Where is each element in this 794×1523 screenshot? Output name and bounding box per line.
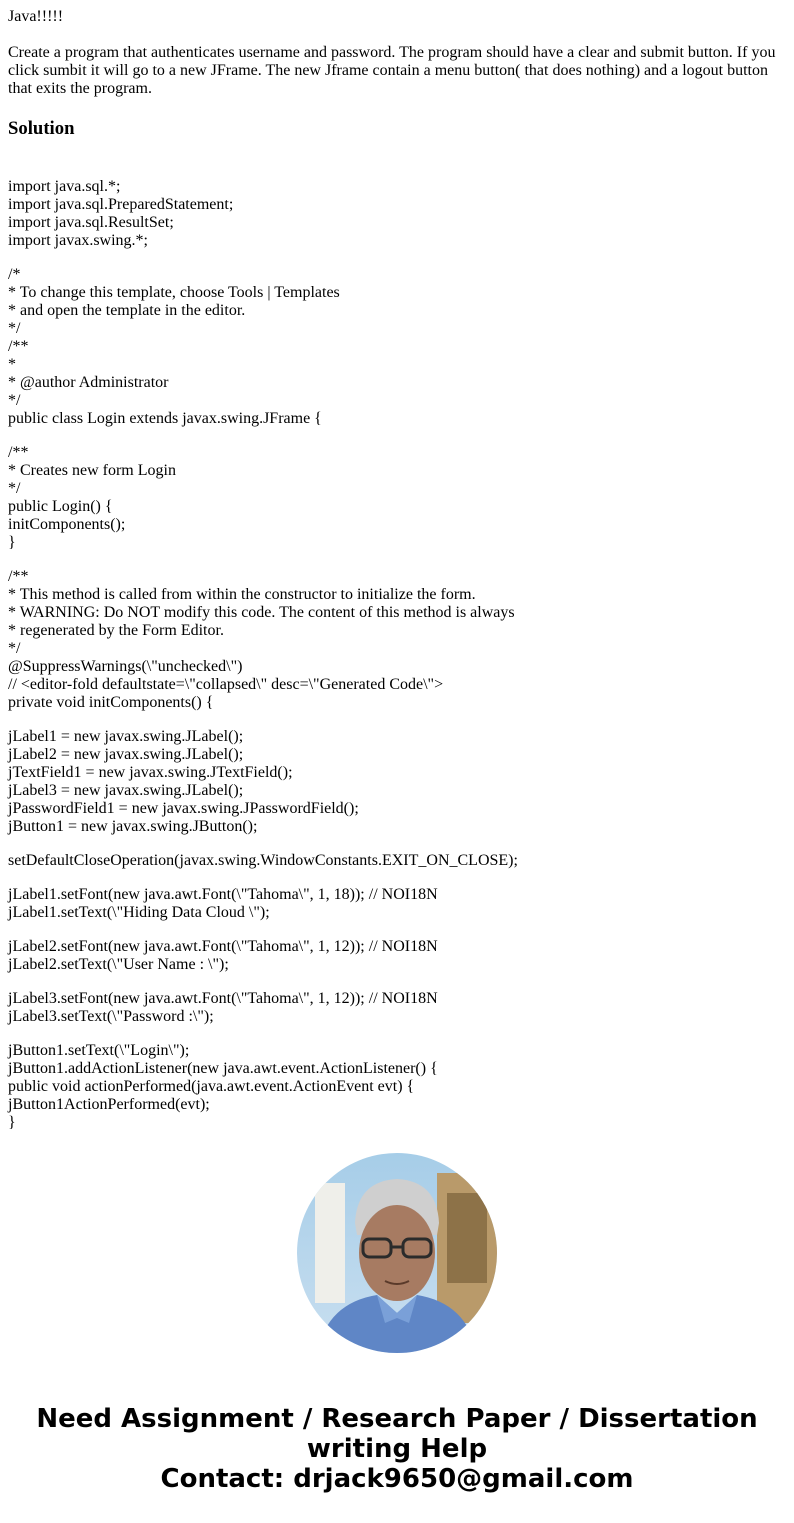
footer-line-2: writing Help [306,1434,488,1464]
code-blank-line [8,836,784,852]
code-line: * Creates new form Login [8,462,176,479]
solution-heading: Solution [8,118,75,139]
code-line: jLabel3 = new javax.swing.JLabel(); [8,782,244,799]
footer-promo [0,1404,794,1494]
solution-code [8,178,784,1132]
code-line: * To change this template, choose Tools | Templates [8,284,340,301]
code-line: import java.sql.ResultSet; [8,214,174,231]
footer-line-3: Contact: drjack9650@gmail.com [160,1464,634,1494]
code-line: public Login() { [8,498,113,515]
code-line: jLabel2.setFont(new java.awt.Font(\"Tahoma\", 1, 12)); // NOI18N [8,938,438,955]
code-line: * [8,356,16,373]
code-line: jLabel2.setText(\"User Name : \"); [8,956,229,973]
code-line: jLabel2 = new javax.swing.JLabel(); [8,746,244,763]
code-line: /* [8,266,21,283]
code-line: /** [8,568,29,585]
code-blank-line [8,428,784,444]
code-line: private void initComponents() { [8,694,214,711]
code-blank-line [8,922,784,938]
code-line: jPasswordField1 = new javax.swing.JPasswordField(); [8,800,359,817]
code-line: /** [8,444,29,461]
code-line: * regenerated by the Form Editor. [8,622,224,639]
code-line: public class Login extends javax.swing.JFrame { [8,410,322,427]
code-line: */ [8,320,21,337]
code-line: public void actionPerformed(java.awt.event.ActionEvent evt) { [8,1078,415,1095]
code-blank-line [8,552,784,568]
code-line: setDefaultCloseOperation(javax.swing.WindowConstants.EXIT_ON_CLOSE); [8,852,518,869]
code-line: * @author Administrator [8,374,169,391]
code-line: */ [8,392,21,409]
code-blank-line [8,974,784,990]
author-photo [297,1153,497,1353]
document-content [8,8,784,1132]
code-line: jButton1ActionPerformed(evt); [8,1096,210,1113]
code-line: jLabel3.setFont(new java.awt.Font(\"Tahoma\", 1, 12)); // NOI18N [8,990,438,1007]
code-line: * WARNING: Do NOT modify this code. The content of this method is always [8,604,515,621]
code-line: // <editor-fold defaultstate=\"collapsed\" desc=\"Generated Code\"> [8,676,444,693]
question-body: Create a program that authenticates username and password. The program should have a clear and submit button. If you click sumbit it will go to a new JFrame. The new Jframe contain a menu button( that does nothing) and a logout button that exits the program. [8,44,776,97]
code-line: jTextField1 = new javax.swing.JTextField(); [8,764,293,781]
code-line: jLabel1.setFont(new java.awt.Font(\"Tahoma\", 1, 18)); // NOI18N [8,886,438,903]
code-line: /** [8,338,29,355]
code-line: jLabel1.setText(\"Hiding Data Cloud \"); [8,904,270,921]
code-line: initComponents(); [8,516,126,533]
code-line: jLabel3.setText(\"Password :\"); [8,1008,214,1025]
code-line: */ [8,640,21,657]
code-line: */ [8,480,21,497]
footer-line-1: Need Assignment / Research Paper / Dissertation [36,1404,758,1434]
code-line: jLabel1 = new javax.swing.JLabel(); [8,728,244,745]
code-blank-line [8,1026,784,1042]
code-blank-line [8,250,784,266]
code-blank-line [8,712,784,728]
code-line: * This method is called from within the constructor to initialize the form. [8,586,476,603]
code-line: jButton1.setText(\"Login\"); [8,1042,190,1059]
author-avatar [297,1153,497,1353]
code-line: @SuppressWarnings(\"unchecked\") [8,658,243,675]
code-line: } [8,534,16,551]
code-line: * and open the template in the editor. [8,302,246,319]
question-title: Java!!!!! [8,8,64,25]
code-line: jButton1.addActionListener(new java.awt.event.ActionListener() { [8,1060,438,1077]
code-line: import java.sql.*; [8,178,121,195]
code-line: import java.sql.PreparedStatement; [8,196,234,213]
code-line: import javax.swing.*; [8,232,148,249]
code-line: } [8,1114,16,1131]
code-line: jButton1 = new javax.swing.JButton(); [8,818,258,835]
code-blank-line [8,870,784,886]
